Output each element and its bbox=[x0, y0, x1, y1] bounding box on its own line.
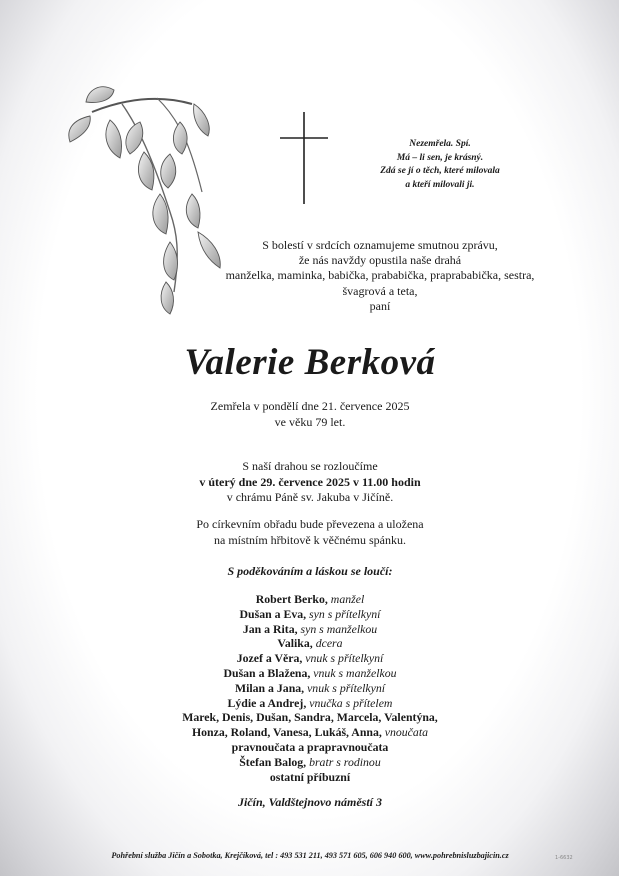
death-line: Zemřela v pondělí dne 21. července 2025 bbox=[210, 399, 410, 413]
address: Jičín, Valdštejnovo náměstí 3 bbox=[237, 795, 382, 809]
mourner-row bbox=[120, 666, 500, 681]
mourner-name: Robert Berko, bbox=[255, 592, 328, 606]
mourner-row bbox=[120, 636, 500, 651]
death-notice-text bbox=[150, 238, 610, 314]
mourner-relation: vnuk s přítelkyní bbox=[305, 651, 384, 666]
poem-line: Zdá se jí o těch, které milovala bbox=[380, 166, 500, 177]
poem-line: Nezemřela. Spí. bbox=[409, 139, 471, 149]
notice-line: švagrová a teta, bbox=[342, 283, 418, 298]
mourner-name: Dušan a Eva, bbox=[239, 606, 307, 621]
mourner-row bbox=[120, 740, 500, 755]
funeral-line: S naší drahou se rozloučíme bbox=[242, 459, 378, 473]
funeral-info bbox=[150, 459, 470, 506]
burial-line: Po církevním obřadu bude převezena a uložena bbox=[196, 517, 424, 531]
mourner-relation: vnuk s manželkou bbox=[313, 665, 397, 680]
death-line: ve věku 79 let. bbox=[274, 414, 346, 429]
poem-line: Má – li sen, je krásný. bbox=[396, 152, 484, 163]
death-date bbox=[180, 399, 440, 430]
mourner-name: Štefan Balog, bbox=[239, 754, 307, 769]
mourner-relation: syn s přítelkyní bbox=[309, 606, 381, 621]
mourners-list bbox=[120, 592, 500, 784]
mourner-row bbox=[120, 770, 500, 785]
notice-line: paní bbox=[369, 298, 391, 313]
notice-line: manželka, maminka, babička, prababička, praprababička, sestra, bbox=[225, 268, 535, 283]
mourner-name: Milan a Jana, bbox=[234, 680, 305, 695]
mourner-name: Jan a Rita, bbox=[242, 621, 298, 636]
mourner-row bbox=[120, 681, 500, 696]
mourner-name: Valika, bbox=[277, 636, 313, 651]
mourner-name: ostatní příbuzní bbox=[269, 769, 351, 784]
poem bbox=[350, 138, 530, 192]
burial-line: na místním hřbitově k věčnému spánku. bbox=[214, 532, 406, 547]
poem-line: a kteří milovali ji. bbox=[405, 179, 475, 190]
mourner-name: Jozef a Věra, bbox=[236, 651, 303, 666]
mourner-relation: vnuk s přítelkyní bbox=[307, 680, 386, 695]
mourner-name: pravnoučata a prapravnoučata bbox=[231, 739, 389, 754]
notice-line: že nás navždy opustila naše drahá bbox=[298, 253, 462, 268]
funeral-service-footer: Pohřební služba Jičín a Sobotka, Krejčíková, tel : 493 531 211, 493 571 605, 606 940 600, www.pohrebnisluzbajicin.cz bbox=[111, 851, 509, 860]
mourner-row bbox=[120, 755, 500, 770]
mourner-row bbox=[120, 622, 500, 637]
mourner-relation: bratr s rodinou bbox=[309, 754, 381, 769]
farewell-heading: S poděkováním a láskou se loučí: bbox=[227, 564, 393, 578]
mourner-name: Marek, Denis, Dušan, Sandra, Marcela, Valentýna, bbox=[182, 710, 438, 725]
mourner-name: Dušan a Blažena, bbox=[223, 665, 311, 680]
deceased-name: Valerie Berková bbox=[184, 342, 436, 383]
funeral-datetime: v úterý dne 29. července 2025 v 11.00 hodin bbox=[199, 474, 421, 489]
funeral-place: v chrámu Páně sv. Jakuba v Jičíně. bbox=[226, 490, 394, 504]
mourner-name: Lýdie a Andrej, bbox=[227, 695, 307, 710]
mourner-relation: dcera bbox=[315, 636, 343, 651]
document-code: 1-6632 bbox=[555, 855, 573, 861]
mourner-row bbox=[120, 696, 500, 711]
mourner-name: Honza, Roland, Vanesa, Lukáš, Anna, bbox=[191, 725, 382, 740]
mourner-row bbox=[120, 725, 500, 740]
cross-icon bbox=[280, 112, 328, 204]
notice-line: S bolestí v srdcích oznamujeme smutnou zprávu, bbox=[262, 238, 498, 252]
mourner-row bbox=[120, 651, 500, 666]
mourner-relation: vnučka s přítelem bbox=[309, 695, 393, 710]
mourner-relation: vnoučata bbox=[384, 725, 428, 740]
mourner-row bbox=[120, 710, 500, 725]
mourner-row bbox=[120, 607, 500, 622]
mourner-relation: syn s manželkou bbox=[300, 621, 378, 636]
mourner-relation: manžel bbox=[330, 592, 365, 606]
burial-info bbox=[150, 517, 470, 548]
mourner-row bbox=[120, 592, 500, 607]
